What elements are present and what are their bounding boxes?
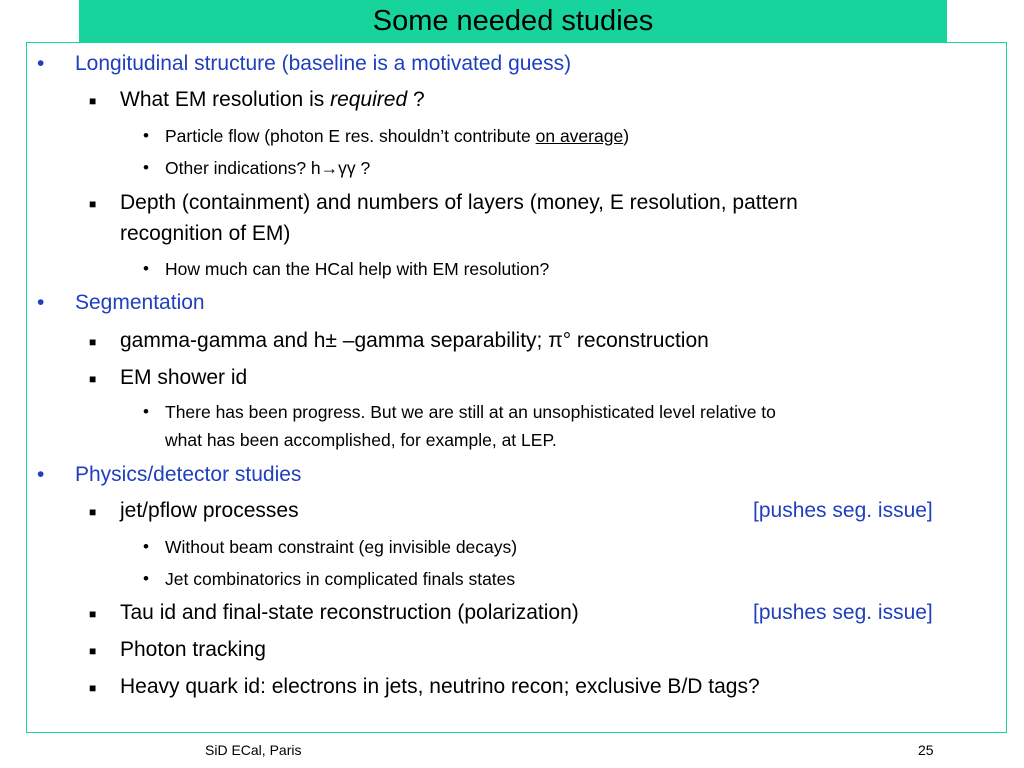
- bullet-dot: •: [143, 402, 149, 421]
- bullet-beam-constraint: Without beam constraint (eg invisible decays): [165, 537, 518, 557]
- bullet-separability: gamma-gamma and h± –gamma separability; π° reconstruction: [120, 329, 709, 352]
- bullet-dot: •: [143, 569, 149, 588]
- bullet-square: ■: [89, 335, 97, 349]
- bullet-dot: •: [37, 463, 45, 486]
- title-bar: [79, 0, 947, 42]
- bullet-square: ■: [89, 372, 97, 386]
- page-number: 25: [918, 742, 934, 758]
- bullet-dot: •: [37, 291, 45, 314]
- tag-pushes-seg-issue: [pushes seg. issue]: [753, 499, 933, 522]
- bullet-em-resolution: What EM resolution is required ?: [120, 88, 425, 111]
- bullet-jet-pflow: jet/pflow processes: [120, 499, 299, 522]
- bullet-tau-id: Tau id and final-state reconstruction (polarization): [120, 601, 579, 624]
- bullet-depth-cont: recognition of EM): [120, 222, 291, 245]
- bullet-depth: Depth (containment) and numbers of layers (money, E resolution, pattern: [120, 191, 798, 214]
- bullet-longitudinal: Longitudinal structure (baseline is a motivated guess): [75, 52, 572, 75]
- tag-pushes-seg-issue: [pushes seg. issue]: [753, 601, 933, 624]
- bullet-em-shower-id: EM shower id: [120, 366, 248, 389]
- bullet-photon-tracking: Photon tracking: [120, 638, 266, 661]
- bullet-square: ■: [89, 197, 97, 211]
- bullet-square: ■: [89, 607, 97, 621]
- bullet-dot: •: [143, 126, 149, 145]
- bullet-hcal: How much can the HCal help with EM resolution?: [165, 259, 550, 279]
- bullet-square: ■: [89, 94, 97, 108]
- bullet-dot: •: [143, 158, 149, 177]
- footer-text: SiD ECal, Paris: [205, 742, 302, 758]
- bullet-dot: •: [143, 537, 149, 556]
- bullet-progress-cont: what has been accomplished, for example, at LEP.: [165, 430, 557, 450]
- slide-title: Some needed studies: [372, 4, 654, 37]
- bullet-particle-flow: Particle flow (photon E res. shouldn’t contribute on average): [165, 126, 630, 146]
- bullet-progress: There has been progress. But we are still at an unsophisticated level relative to: [165, 402, 776, 422]
- bullet-segmentation: Segmentation: [75, 291, 205, 314]
- bullet-other-indications: Other indications? h→γγ ?: [165, 158, 371, 178]
- bullet-dot: •: [37, 52, 45, 75]
- bullet-physics-studies: Physics/detector studies: [75, 463, 302, 486]
- bullet-jet-combinatorics: Jet combinatorics in complicated finals states: [165, 569, 516, 589]
- bullet-square: ■: [89, 644, 97, 658]
- bullet-square: ■: [89, 505, 97, 519]
- bullet-heavy-quark: Heavy quark id: electrons in jets, neutrino recon; exclusive B/D tags?: [120, 675, 760, 698]
- bullet-dot: •: [143, 259, 149, 278]
- bullet-square: ■: [89, 681, 97, 695]
